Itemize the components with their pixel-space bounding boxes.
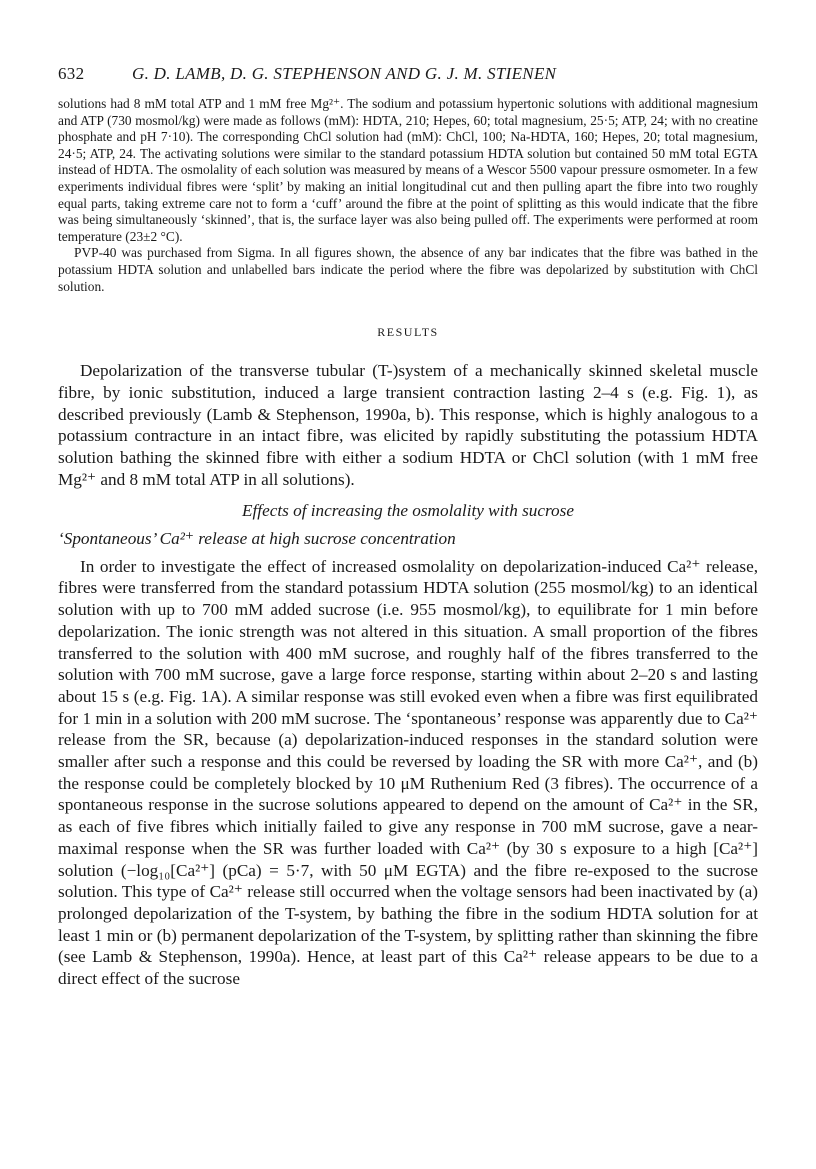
results-section <box>58 360 758 990</box>
results-paragraph: Depolarization of the transverse tubular (T-)system of a mechanically skinned skeletal muscle fibre, by ionic substitution, induced a large transient contraction lasting 2–4 s (e.g. Fig. 1), as described previously (Lamb & Stephenson, 1990a, b). This response, which is highly analogous to a potassium contracture in an intact fibre, was elicited by rapidly substituting the potassium HDTA solution bathing the skinned fibre with either a sodium HDTA or ChCl solution (with 1 mM free Mg²⁺ and 8 mM total ATP in all solutions). <box>58 361 758 489</box>
author-line: G. D. LAMB, D. G. STEPHENSON AND G. J. M. STIENEN <box>132 64 557 83</box>
subsection-heading: Effects of increasing the osmolality with sucrose <box>242 501 574 521</box>
methods-continuation <box>58 96 758 295</box>
subsection-subheading: ‘Spontaneous’ Ca²⁺ release at high sucrose concentration <box>58 529 456 549</box>
results-paragraph: In order to investigate the effect of increased osmolality on depolarization-induced Ca²⁺ release, fibres were transferred from the standard potassium HDTA solution (255 mosmol/kg) to an identical solution with up to 700 mM added sucrose (i.e. 955 mosmol/kg), to equilibrate for 1 min before depolarization. The ionic strength was not altered in this situation. A small proportion of the fibres transferred to the solution with 400 mM sucrose, and roughly half of the fibres transferred to the solution with 700 mM sucrose, gave a large force response, starting within about 2–20 s and lasting about 15 s (e.g. Fig. 1A). A similar response was still evoked even when a fibre was first equilibrated for 1 min in a solution with 200 mM sucrose. The ‘spontaneous’ response was apparently due to Ca²⁺ release from the SR, because (a) depolarization-induced responses in the standard solution were smaller after such a response and this could be reversed by loading the SR with more Ca²⁺, and (b) the response could be completely blocked by 10 μM Ruthenium Red (3 fibres). The occurrence of a spontaneous response in the sucrose solutions appeared to depend on the amount of Ca²⁺ in the SR, as each of five fibres which initially failed to give any response in 700 mM sucrose, gave a near-maximal response when the SR was further loaded with Ca²⁺ (by 30 s exposure to a high [Ca²⁺] solution (−log₁₀[Ca²⁺] (pCa) = 5·7, with 50 μM EGTA) and the fibre re-exposed to the sucrose solution. This type of Ca²⁺ release still occurred when the voltage sensors had been inactivated by (a) prolonged depolarization of the T-system, by bathing the fibre in the sodium HDTA solution for at least 1 min or (b) permanent depolarization of the T-system, by splitting rather than skinning the fibre (see Lamb & Stephenson, 1990a). Hence, at least part of this Ca²⁺ release appears to be due to a direct effect of the sucrose <box>58 556 758 989</box>
results-heading: RESULTS <box>377 325 439 340</box>
running-head <box>58 64 758 84</box>
page-number: 632 <box>58 64 85 83</box>
journal-page <box>58 64 758 990</box>
methods-paragraph: PVP-40 was purchased from Sigma. In all figures shown, the absence of any bar indicates that the fibre was bathed in the potassium HDTA solution and unlabelled bars indicate the period where the fibre was depolarized by substitution with ChCl solution. <box>58 245 758 294</box>
methods-paragraph: solutions had 8 mM total ATP and 1 mM free Mg²⁺. The sodium and potassium hypertonic solutions with additional magnesium and ATP (730 mosmol/kg) were made as follows (mM): HDTA, 210; Hepes, 60; total magnesium, 25·5; ATP, 24; with no creatine phosphate and pH 7·10). The corresponding ChCl solution had (mM): ChCl, 100; Na-HDTA, 160; Hepes, 20; total magnesium, 24·5; ATP, 24. The activating solutions were similar to the standard potassium HDTA solution but contained 50 mM total EGTA instead of HDTA. The osmolality of each solution was measured by means of a Wescor 5500 vapour pressure osmometer. In a few experiments individual fibres were ‘split’ by making an initial longitudinal cut and then pulling apart the fibre into two roughly equal parts, taking extreme care not to form a ‘cuff’ around the fibre at the point of splitting as this would indicate that the fibre was being simultaneously ‘skinned’, that is, the surface layer was also being pulled off. The experiments were performed at room temperature (23±2 °C). <box>58 96 758 244</box>
